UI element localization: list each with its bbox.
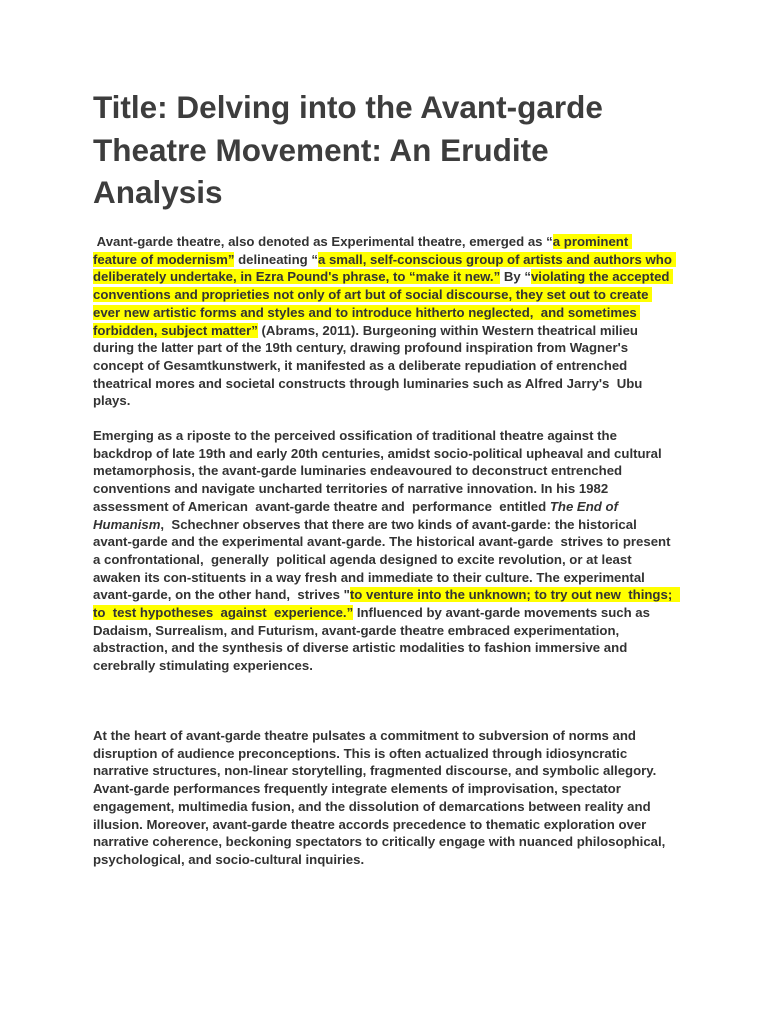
p2-text-1: Emerging as a riposte to the perceived ossification of traditional theatre against the backdrop of late 19th and early 20th centuries, amidst socio-political upheaval and cultural metamorphosis, the avant-garde luminaries endeavoured to deconstruct entrenched conventions and navigate uncharted territories of narrative innovation. In his 1982 assessment of American avant-garde theatre and performance entitled	[93, 428, 666, 514]
paragraph-1	[93, 233, 676, 410]
p1-highlight-3: violating the accepted conventions and proprieties not only of art but of social discourse, they set out to create ever new artistic forms and styles and to introduce hitherto neglected, and sometimes forbidden, subject matter”	[93, 269, 674, 338]
p1-highlight-2: a small, self-conscious group of artists and authors who deliberately undertake, in Ezra Pound's phrase, to “make it new.”	[93, 251, 676, 285]
p1-highlight-1: a prominent feature of modernism”	[93, 234, 632, 267]
paragraph-2	[93, 427, 680, 675]
p1-text-4: (Abrams, 2011). Burgeoning within Western theatrical milieu during the latter part of the 19th century, drawing profound inspiration from Wagner's concept of Gesamtkunstwerk, it manifested as a deliberate repudiation of entrenched theatrical mores and societal constructs through luminaries such as Alfred Jarry's Ubu plays.	[93, 322, 647, 409]
paragraph-3	[93, 727, 673, 869]
document-title: Title: Delving into the Avant-garde Theatre Movement: An Erudite Analysis	[93, 89, 603, 210]
p2-book-title: The End of Humanism	[93, 498, 622, 532]
p3-text-1: At the heart of avant-garde theatre pulsates a commitment to subversion of norms and disruption of audience preconceptions. This is often actualized through idiosyncratic narrative structures, non-linear storytelling, fragmented discourse, and symbolic allegory. Avant-garde performances frequently integrate elements of improvisation, spectator engagement, multimedia fusion, and the dissolution of demarcations between reality and illusion. Moreover, avant-garde theatre accords precedence to thematic exploration over narrative coherence, beckoning spectators to critically engage with nuanced philosophical, psychological, and socio-cultural inquiries.	[93, 728, 670, 867]
p1-text-2: delineating “	[234, 251, 318, 267]
p2-text-3: Influenced by avant-garde movements such as Dadaism, Surrealism, and Futurism, avant-garde theatre embraced experimentation, abstraction, and the synthesis of diverse artistic modalities to fashion immersive and cerebrally stimulating experiences.	[93, 605, 654, 674]
p2-text-2: , Schechner observes that there are two kinds of avant-garde: the historical avant-garde and the experimental avant-garde. The historical avant-garde strives to present a confrontational, generally political agenda designed to excite revolution, or at least awaken its con-stituents in a way fresh and immediate to their culture. The experimental avant-garde, on the other hand, strives "	[93, 516, 678, 603]
p1-text-3: By “	[500, 269, 531, 285]
p1-text-1: Avant-garde theatre, also denoted as Experimental theatre, emerged as “	[93, 234, 553, 249]
p2-highlight-1: to venture into the unknown; to try out new things; to test hypotheses against experience.”	[93, 587, 680, 621]
